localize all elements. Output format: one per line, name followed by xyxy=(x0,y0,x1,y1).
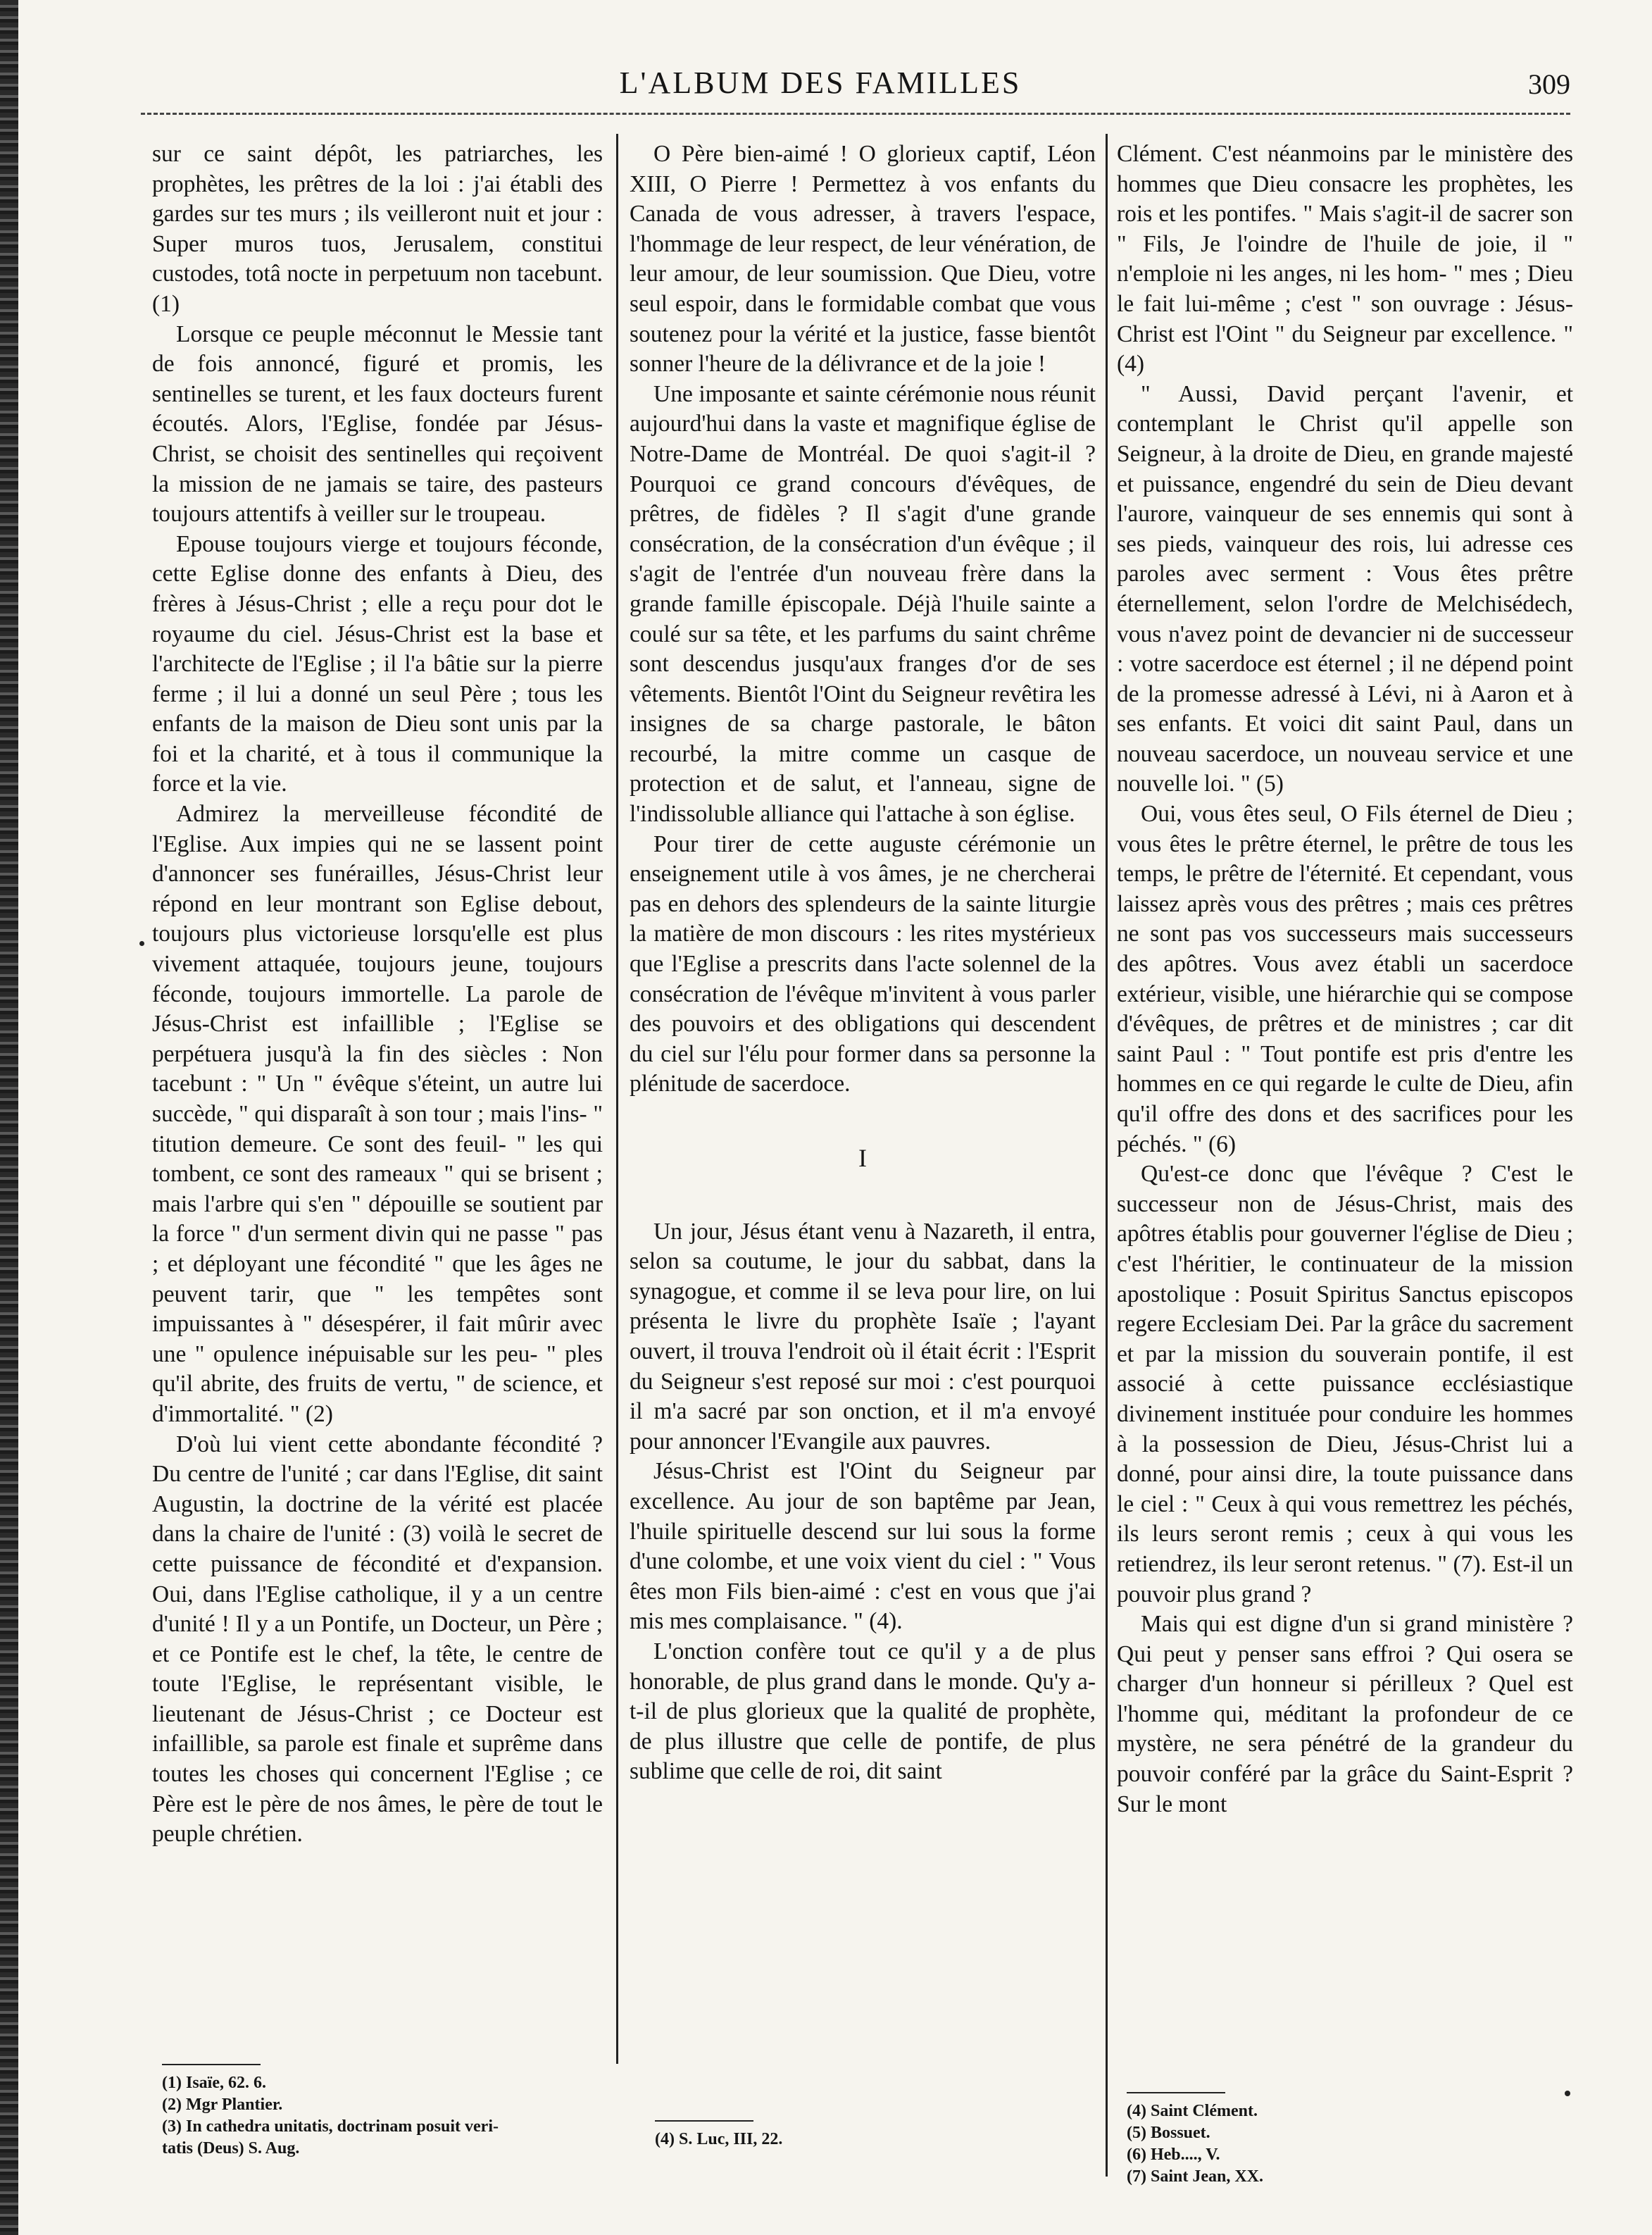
paragraph: Oui, vous êtes seul, O Fils éternel de Dieu ; vous êtes le prêtre éternel, le prêtre de tous les temps, le prêtre de l'éternité. Et cependant, vous laissez après vous des prêtres ; mais ces prêtres ne sont pas vos successeurs mais successeurs des apôtres. Vous avez établi un sacerdoce extérieur, visible, une hiérarchie qui se compose d'évêques, de prêtres et de ministres ; car dit saint Paul : " Tout pontife est pris d'entre les hommes en ce qui regarde le culte de Dieu, afin qu'il offre des dons et des sacrifices pour les péchés. " (6) xyxy=(1117,801,1573,1157)
ink-dot xyxy=(1565,2091,1570,2096)
footnote-rule xyxy=(1127,2092,1225,2093)
paragraph: Pour tirer de cette auguste cérémonie un enseignement utile à vos âmes, je ne chercherai pas en dehors des splendeurs de la sainte liturgie la matière de mon discours : les rites mystérieux que l'Eglise a prescrits dans l'acte solennel de la consécration de l'évêque m'invitent à vous parler des pouvoirs et des obligations qui descendent du ciel sur l'élu pour former dans sa personne la plénitude de sacerdoce. xyxy=(630,830,1096,1097)
page-number: 309 xyxy=(1528,68,1570,100)
footnotes-column-2 xyxy=(655,2120,1077,2150)
column-divider xyxy=(616,134,618,2064)
page-header xyxy=(70,65,1570,107)
footnote: (5) Bossuet. xyxy=(1127,2124,1210,2142)
paragraph: Lorsque ce peuple méconnut le Messie tant de fois annoncé, figuré et promis, les sentinelles se turent, et les faux docteurs furent écoutés. Alors, l'Eglise, fondée par Jésus-Christ, se choisit des sentinelles qui reçoivent la mission de ne jamais se taire, des pasteurs toujours attentifs à veiller sur le troupeau. xyxy=(152,320,603,528)
paragraph: " Aussi, David perçant l'avenir, et contemplant le Christ qu'il appelle son Seigneur, à la droite de Dieu, en grande majesté et puissance, engendré du sein de Dieu devant l'aurore, vainqueur de ses ennemis qui sont à ses pieds, vainqueur des rois, lui adresse ces paroles avec serment : Vous êtes prêtre éternellement, selon l'ordre de Melchisédech, vous n'avez point de devancier ni de successeur : votre sacerdoce est éternel ; il ne dépend point de la promesse adressé à Lévi, ni à Aaron et à ses enfants. Et voici dit saint Paul, dans un nouveau sacerdoce, un nouveau service et une nouvelle loi. " (5) xyxy=(1117,380,1573,797)
footnote: (3) In cathedra unitatis, doctrinam posuit veri- xyxy=(162,2117,499,2136)
text-column-1 xyxy=(152,139,603,2055)
text-column-3 xyxy=(1117,139,1573,2055)
paragraph: Epouse toujours vierge et toujours féconde, cette Eglise donne des enfants à Dieu, des frères à Jésus-Christ ; elle a reçu pour dot le royaume du ciel. Jésus-Christ est la base et l'architecte de l'Eglise ; il l'a bâtie sur la pierre ferme ; il lui a donné un seul Père ; tous les enfants de la maison de Dieu sont unis par la foi et la charité, et à tous il communique la force et la vie. xyxy=(152,530,603,797)
footnote: (4) Saint Clément. xyxy=(1127,2102,1258,2120)
running-title: L'ALBUM DES FAMILLES xyxy=(619,66,1022,100)
footnote: (6) Heb...., V. xyxy=(1127,2146,1220,2164)
paragraph: Une imposante et sainte cérémonie nous réunit aujourd'hui dans la vaste et magnifique église de Notre-Dame de Montréal. De quoi s'agit-il ? Pourquoi ce grand concours d'évêques, de prêtres, de fidèles ? Il s'agit d'une grande consécration, de la consécration d'un évêque ; il s'agit de l'entrée d'un nouveau frère dans la grande famille épiscopale. Déjà l'huile sainte a coulé sur sa tête, et les parfums du saint chrême sont descendus jusqu'aux franges d'or de ses vêtements. Bientôt l'Oint du Seigneur revêtira les insignes de sa charge pastorale, le bâton recourbé, la mitre comme un casque de protection et de salut, et l'anneau, signe de l'indissoluble alliance qui l'attache à son église. xyxy=(630,380,1096,828)
footnote: (2) Mgr Plantier. xyxy=(162,2096,283,2114)
footnote: (4) S. Luc, III, 22. xyxy=(655,2130,783,2148)
footnote: (1) Isaïe, 62. 6. xyxy=(162,2074,266,2092)
page-binding-edge xyxy=(0,0,18,2235)
header-rule xyxy=(141,113,1570,115)
footnote: tatis (Deus) S. Aug. xyxy=(162,2139,300,2158)
footnotes-column-3 xyxy=(1127,2092,1549,2188)
paragraph: Mais qui est digne d'un si grand ministère ? Qui peut y penser sans effroi ? Qui osera se charger d'un honneur si périlleux ? Quel est l'homme qui, méditant la profondeur de ce mystère, ne sera pénétré de la grandeur du pouvoir conféré par la grâce du Saint-Esprit ? Sur le mont xyxy=(1117,1611,1573,1817)
text-column-2 xyxy=(630,139,1096,2055)
paragraph: Jésus-Christ est l'Oint du Seigneur par excellence. Au jour de son baptême par Jean, l'huile spirituelle descend sur lui sous la forme d'une colombe, et une voix vient du ciel : " Vous êtes mon Fils bien-aimé : c'est en vous que j'ai mis mes complaisance. " (4). xyxy=(630,1458,1096,1635)
footnote: (7) Saint Jean, XX. xyxy=(1127,2167,1264,2186)
column-divider xyxy=(1106,134,1108,2177)
paragraph: Qu'est-ce donc que l'évêque ? C'est le successeur non de Jésus-Christ, mais des apôtres établis pour gouverner l'église de Dieu ; c'est l'héritier, le continuateur de la mission apostolique : Posuit Spiritus Sanctus episcopos regere Ecclesiam Dei. Par la grâce du sacrement et par la mission du souverain pontife, il est associé à cette puissance ecclésiastique divinement instituée pour conduire les hommes à la possession de Dieu, Jésus-Christ lui a donné, pour ainsi dire, la toute puissance dans le ciel : " Ceux à qui vous remettrez les péchés, ils leurs seront remis ; ceux à qui vous les retiendrez, ils leur seront retenus. " (7). Est-il un pouvoir plus grand ? xyxy=(1117,1161,1573,1607)
paragraph: Admirez la merveilleuse fécondité de l'Eglise. Aux impies qui ne se lassent point d'annoncer ses funérailles, Jésus-Christ leur répond en leur montrant son Eglise debout, toujours plus victorieuse lorsqu'elle est plus vivement attaquée, toujours jeune, toujours féconde, toujours immortelle. La parole de Jésus-Christ est infaillible ; l'Eglise se perpétuera jusqu'à la fin des siècles : Non tacebunt : " Un " évêque s'éteint, un autre lui succède, " qui disparaît à son tour ; mais l'ins- " titution demeure. Ce sont des feuil- " les qui tombent, ce sont des rameaux " qui se brisent ; mais l'arbre qui s'en " dépouille se soutient par la force " d'un serment divin qui ne passe " pas ; et déployant une fécondité " que les âges ne peuvent tarir, que " les tempêtes sont impuissantes à " désespérer, il fait mûrir avec une " opulence inépuisable sur les peu- " ples qu'il abrite, des fruits de vertu, " de science, et d'immortalité. " (2) xyxy=(152,801,603,1427)
footnote-rule xyxy=(162,2064,261,2065)
footnote-rule xyxy=(655,2120,753,2122)
section-heading: I xyxy=(858,1144,867,1172)
paragraph: O Père bien-aimé ! O glorieux captif, Léon XIII, O Pierre ! Permettez à vos enfants du Canada de vous adresser, à travers l'espace, l'hommage de leur respect, de leur vénération, de leur amour, de leur soumission. Que Dieu, votre seul espoir, dans le formidable combat que vous soutenez pour la vérité et la justice, fasse bientôt sonner l'heure de la délivrance et de la joie ! xyxy=(630,141,1096,378)
paragraph: D'où lui vient cette abondante fécondité ? Du centre de l'unité ; car dans l'Eglise, dit saint Augustin, la doctrine de la vérité est placée dans la chaire de l'unité : (3) voilà le secret de cette puissance de fécondité et d'expansion. Oui, dans l'Eglise catholique, il y a un centre d'unité ! Il y a un Pontife, un Docteur, un Père ; et ce Pontife est le chef, la tête, le centre de toute l'Eglise, le représentant visible, le lieutenant de Jésus-Christ ; ce Docteur est infaillible, sa parole est finale et suprême dans toutes les choses qui concernent l'Eglise ; ce Père est le père de nos âmes, le père de tout le peuple chrétien. xyxy=(152,1431,603,1848)
paragraph: L'onction confère tout ce qu'il y a de plus honorable, de plus grand dans le monde. Qu'y a-t-il de plus glorieux que la qualité de prophète, de plus illustre que celle de pontife, de plus sublime que celle de roi, dit saint xyxy=(630,1638,1096,1785)
paragraph: Un jour, Jésus étant venu à Nazareth, il entra, selon sa coutume, le jour du sabbat, dans la synagogue, et comme il se leva pour lire, on lui présenta le livre du prophète Isaïe ; l'ayant ouvert, il trouva l'endroit où il était écrit : l'Esprit du Seigneur s'est reposé sur moi : c'est pourquoi il m'a sacré par son onction, et il m'a envoyé pour annoncer l'Evangile aux pauvres. xyxy=(630,1218,1096,1455)
paragraph: Clément. C'est néanmoins par le ministère des hommes que Dieu consacre les prophètes, les rois et les pontifes. " Mais s'agit-il de sacrer son " Fils, Je l'oindre de l'huile de joie, il " n'emploie ni les anges, ni les hom- " mes ; Dieu le fait lui-même ; c'est " son ouvrage : Jésus-Christ est l'Oint " du Seigneur par excellence. " (4) xyxy=(1117,141,1573,378)
paragraph: sur ce saint dépôt, les patriarches, les prophètes, les prêtres de la loi : j'ai établi des gardes sur tes murs ; ils veilleront nuit et jour : Super muros tuos, Jerusalem, constitui custodes, totâ nocte in perpetuum non tacebunt. (1) xyxy=(152,141,603,317)
margin-mark xyxy=(139,941,144,946)
footnotes-column-1 xyxy=(162,2064,613,2160)
